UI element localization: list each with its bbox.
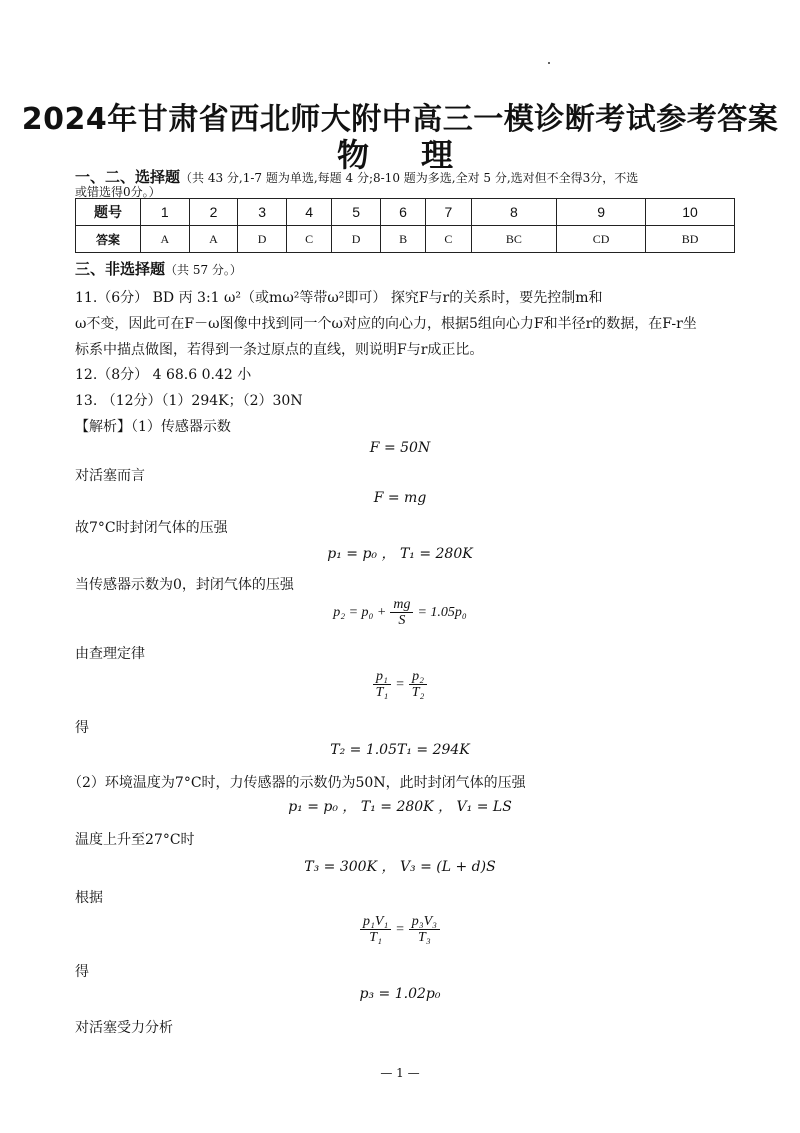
text-sensor-zero: 当传感器示数为0，封闭气体的压强 [75, 577, 294, 593]
answer-cell: D [238, 226, 287, 253]
q13-answer: 13. （12分）（1）294K；（2）30N [75, 393, 303, 409]
subject-title: 物 理 [336, 136, 463, 174]
row-header-number: 题号 [76, 199, 141, 226]
fraction-numerator: p₁V₁ [360, 914, 391, 930]
fraction-denominator: T₁ [369, 930, 382, 946]
section-choice-note: （共 43 分,1-7 题为单选,每题 4 分;8-10 题为多选,全对 5 分,选对但不全得3分，不选 [180, 171, 639, 185]
text-get-1: 得 [75, 720, 89, 736]
q11-line-2: ω不变，因此可在F－ω图像中找到同一个ω对应的向心力，根据5组向心力F和半径r的数据，在F-r坐 [75, 316, 697, 332]
text-according: 根据 [75, 890, 103, 906]
fraction-numerator: p₁ [373, 669, 391, 685]
section-nonchoice-heading [75, 258, 242, 279]
row-header-answer: 答案 [76, 226, 141, 253]
section-choice-heading [75, 166, 735, 187]
question-number: 9 [557, 199, 646, 226]
question-number: 3 [238, 199, 287, 226]
question-number: 5 [332, 199, 381, 226]
text-piston: 对活塞而言 [75, 468, 145, 484]
question-number: 10 [646, 199, 735, 226]
fraction-denominator: T₁ [375, 685, 389, 701]
text-temp-27c: 温度上升至27°C时 [75, 832, 195, 848]
fraction-denominator: S [398, 613, 406, 629]
eq4-right: = 1.05p₀ [417, 604, 467, 620]
answer-cell: A [189, 226, 238, 253]
fraction-denominator: T₃ [418, 930, 431, 946]
text-part2: （2）环境温度为7°C时，力传感器的示数仍为50N，此时封闭气体的压强 [68, 775, 526, 791]
question-number: 1 [141, 199, 190, 226]
fraction-numerator: p₂ [409, 669, 427, 685]
equation-charles [0, 665, 800, 701]
stray-dot [548, 62, 550, 64]
text-charles-law: 由查理定律 [75, 646, 145, 662]
text-get-2: 得 [75, 964, 89, 980]
answer-cell: C [426, 226, 471, 253]
eq4-left: p₂ = p₀ + [333, 604, 387, 620]
answer-table [75, 198, 735, 253]
q12-answer: 12.（8分） 4 68.6 0.42 小 [75, 367, 252, 383]
q11-line-1: 11.（6分） BD 丙 3:1 ω²（或mω²等带ω²即可） 探究F与r的关系时，要先控制m和 [75, 290, 603, 306]
answer-cell: B [380, 226, 425, 253]
q13-analysis-heading: 【解析】（1）传感器示数 [75, 419, 231, 435]
table-row-numbers [76, 199, 735, 226]
equation-t2: T₂ = 1.05T₁ = 294K [330, 742, 470, 758]
question-number: 4 [286, 199, 331, 226]
equation-t3-v3: T₃ = 300K ， V₃ = (L + d)S [304, 859, 496, 875]
section-choice-note-2: 或错选得0分。） [75, 185, 161, 199]
equation-sensor-force: F = 50N [369, 440, 431, 456]
text-force-analysis: 对活塞受力分析 [75, 1020, 173, 1036]
fraction-denominator: T₂ [411, 685, 425, 701]
fraction-p1-t1 [373, 669, 392, 701]
equation-p1-t1: p₁ = p₀ ， T₁ = 280K [327, 546, 473, 562]
text-pressure-7c: 故7°C时封闭气体的压强 [75, 520, 228, 536]
equation-p3: p₃ = 1.02p₀ [359, 986, 441, 1002]
fraction-p1v1-t1 [360, 914, 391, 946]
equals-sign: = [395, 921, 405, 937]
equation-p1-v1: p₁ = p₀ ， T₁ = 280K ， V₁ = LS [288, 799, 512, 815]
section-nonchoice-title: 三、非选择题 [75, 260, 166, 278]
answer-cell: A [141, 226, 190, 253]
fraction-numerator: mg [390, 597, 413, 613]
q11-line-3: 标系中描点做图，若得到一条过原点的直线，则说明F与r成正比。 [75, 342, 484, 358]
answer-cell: BD [646, 226, 735, 253]
question-number: 7 [426, 199, 471, 226]
equation-gas-law [0, 910, 800, 946]
equation-p2 [0, 597, 800, 629]
answer-cell: CD [557, 226, 646, 253]
question-number: 8 [471, 199, 557, 226]
question-number: 2 [189, 199, 238, 226]
answer-cell: D [332, 226, 381, 253]
equation-force-weight: F = mg [373, 490, 427, 506]
answer-cell: BC [471, 226, 557, 253]
answer-cell: C [286, 226, 331, 253]
section-nonchoice-note: （共 57 分。） [165, 263, 242, 277]
page-number: — 1 — [380, 1066, 420, 1080]
question-number: 6 [380, 199, 425, 226]
equals-sign: = [395, 676, 405, 692]
page-title: 2024年甘肃省西北师大附中高三一模诊断考试参考答案 [21, 102, 779, 137]
section-choice-title: 一、二、选择题 [75, 168, 181, 186]
table-row-answers [76, 226, 735, 253]
fraction-numerator: p₃V₃ [409, 914, 440, 930]
fraction-mg-over-s [390, 597, 413, 629]
fraction-p3v3-t3 [409, 914, 440, 946]
fraction-p2-t2 [409, 669, 428, 701]
